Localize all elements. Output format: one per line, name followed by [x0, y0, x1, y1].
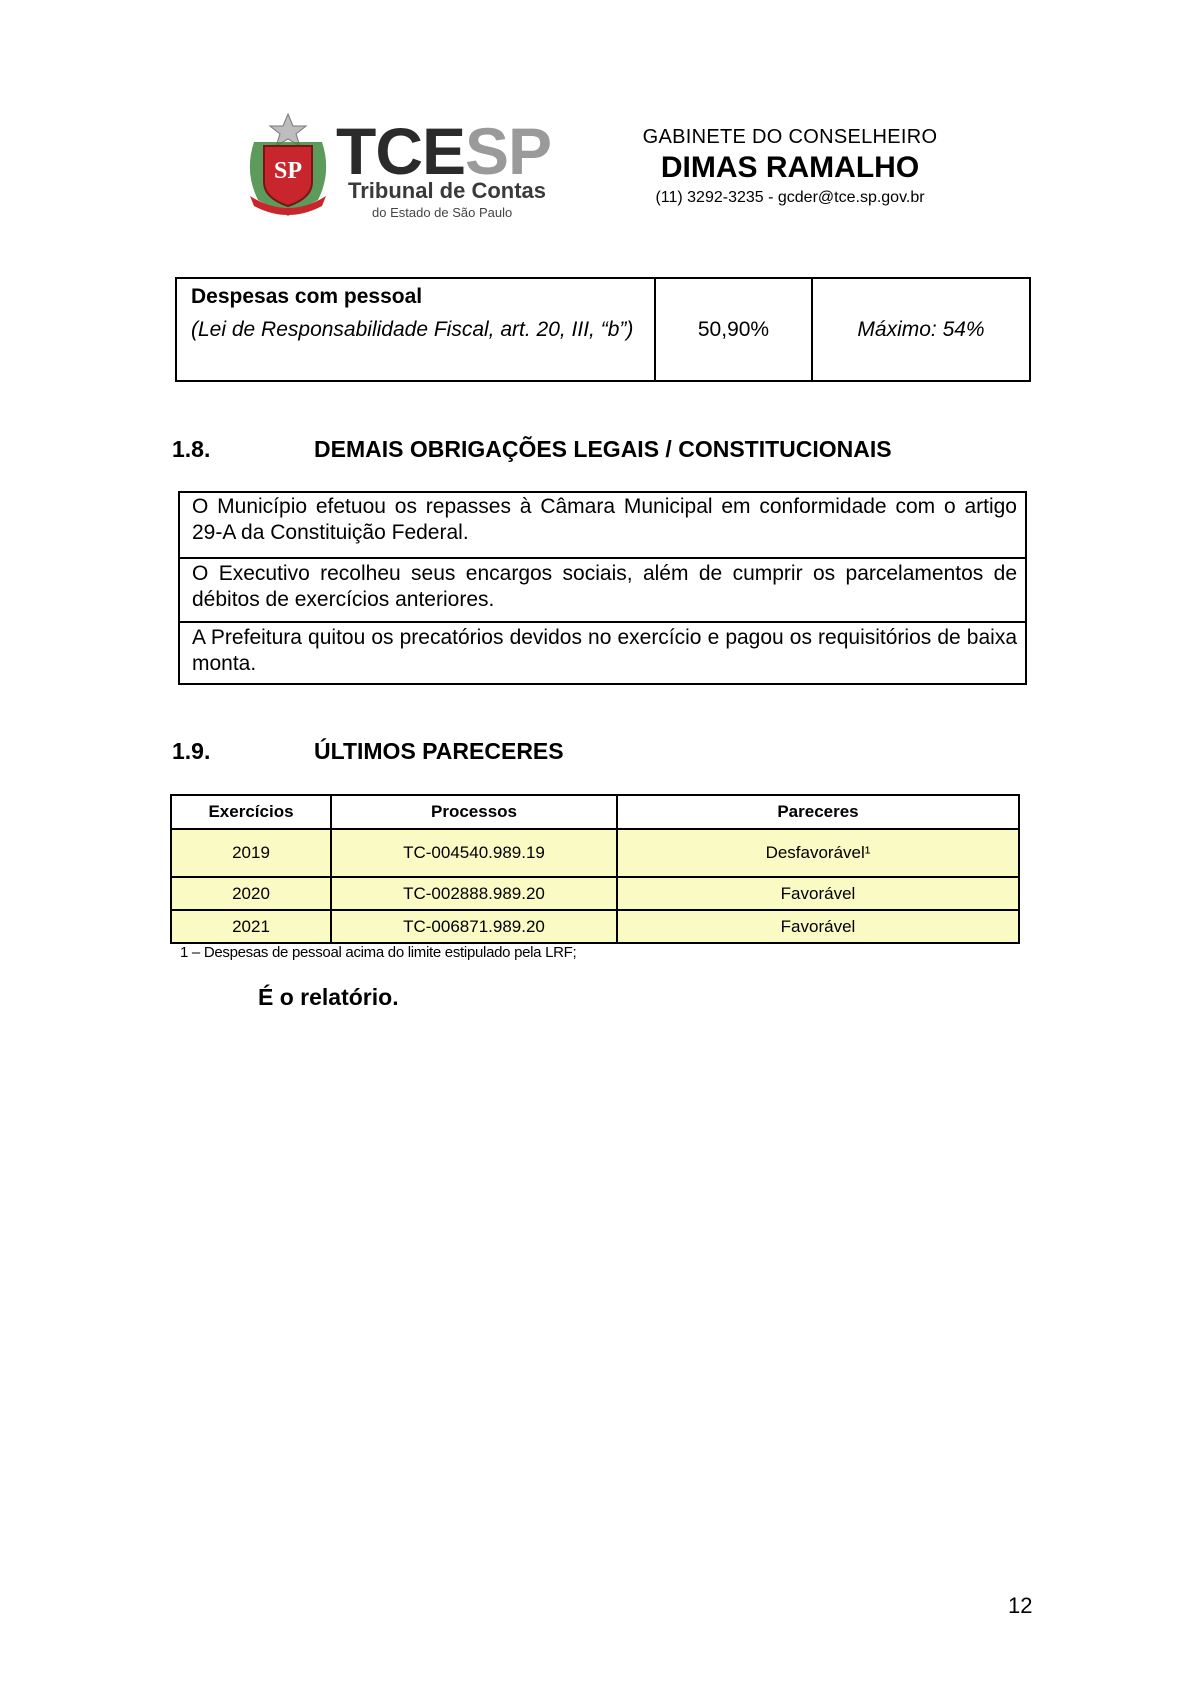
counselor-name: DIMAS RAMALHO	[660, 151, 920, 184]
section-19-number: 1.9.	[172, 738, 211, 764]
section-18-number: 1.8.	[172, 436, 211, 462]
closing-statement: É o relatório.	[258, 984, 399, 1010]
process-cell: TC-002888.989.20	[331, 877, 617, 910]
obligations-table	[178, 491, 1027, 685]
logo-wordmark: TCESP	[336, 114, 552, 188]
office-header	[600, 126, 980, 207]
office-label: GABINETE DO CONSELHEIRO	[642, 126, 938, 148]
expense-value: 50,90%	[656, 279, 813, 380]
obligation-row: O Executivo recolheu seus encargos sociais, além de cumprir os parcelamentos de débitos de exercícios anteriores.	[180, 557, 1025, 621]
svg-text:SP: SP	[273, 158, 303, 184]
tcesp-logo	[240, 112, 580, 222]
year-cell: 2019	[171, 829, 331, 877]
sp-coat-of-arms-icon	[240, 112, 336, 222]
process-cell: TC-006871.989.20	[331, 910, 617, 943]
table-row	[171, 877, 1019, 910]
expense-description-cell	[177, 279, 656, 380]
logo-subtitle-small: do Estado de São Paulo	[372, 205, 513, 220]
obligation-row: A Prefeitura quitou os precatórios devidos no exercício e pagou os requisitórios de baixa monta.	[180, 621, 1025, 683]
column-header-processes: Processos	[331, 795, 617, 829]
process-cell: TC-004540.989.19	[331, 829, 617, 877]
expense-title: Despesas com pessoal	[191, 285, 423, 308]
page-number: 12	[1008, 1593, 1033, 1618]
table-footnote: 1 – Despesas de pessoal acima do limite estipulado pela LRF;	[180, 944, 577, 961]
opinion-cell: Favorável	[617, 877, 1019, 910]
year-cell: 2021	[171, 910, 331, 943]
table-row	[171, 829, 1019, 877]
table-header-row	[171, 795, 1019, 829]
expense-law-reference: (Lei de Responsabilidade Fiscal, art. 20, III, “b”)	[191, 318, 634, 341]
logo-subtitle: Tribunal de Contas	[348, 178, 547, 203]
opinions-table	[170, 794, 1020, 944]
section-18-title: DEMAIS OBRIGAÇÕES LEGAIS / CONSTITUCIONAIS	[314, 436, 892, 462]
section-19-title: ÚLTIMOS PARECERES	[314, 738, 564, 764]
opinion-cell: Desfavorável¹	[617, 829, 1019, 877]
contact-info: (11) 3292-3235 - gcder@tce.sp.gov.br	[655, 189, 925, 206]
year-cell: 2020	[171, 877, 331, 910]
obligation-row: O Município efetuou os repasses à Câmara Municipal em conformidade com o artigo 29-A da Constituição Federal.	[192, 495, 1017, 544]
column-header-opinions: Pareceres	[617, 795, 1019, 829]
column-header-years: Exercícios	[171, 795, 331, 829]
expense-limit: Máximo: 54%	[857, 317, 985, 341]
expense-table	[175, 277, 1031, 382]
opinion-cell: Favorável	[617, 910, 1019, 943]
table-row	[171, 910, 1019, 943]
